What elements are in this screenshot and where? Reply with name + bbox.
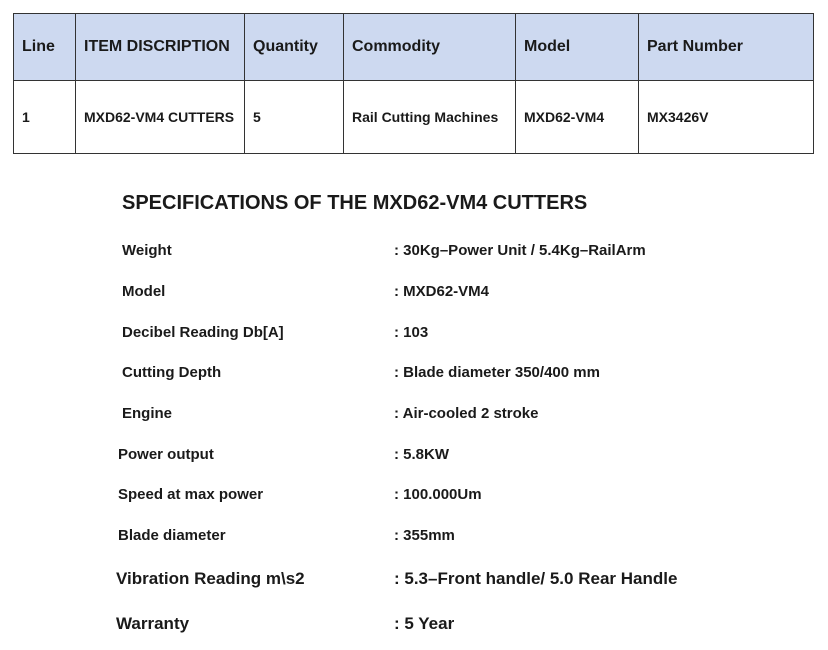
- table-row: [14, 81, 814, 154]
- cell-line: 1: [14, 81, 76, 154]
- header-item-description: ITEM DISCRIPTION: [76, 14, 245, 81]
- spec-label: Engine: [122, 405, 173, 422]
- cell-part-number: MX3426V: [639, 81, 814, 154]
- spec-label: Speed at max power: [118, 486, 264, 503]
- item-table: [13, 13, 814, 154]
- spec-value: : 5.3–Front handle/ 5.0 Rear Handle: [394, 569, 678, 588]
- spec-value: : Air-cooled 2 stroke: [394, 405, 539, 422]
- cell-quantity: 5: [245, 81, 344, 154]
- item-table-container: [13, 13, 813, 154]
- spec-label: Decibel Reading Db[A]: [122, 324, 284, 341]
- header-model: Model: [516, 14, 639, 81]
- spec-value: : 100.000Um: [394, 486, 482, 503]
- spec-label: Warranty: [116, 614, 190, 633]
- header-part-number: Part Number: [639, 14, 814, 81]
- specifications-title: SPECIFICATIONS OF THE MXD62-VM4 CUTTERS: [122, 192, 588, 214]
- cell-description: MXD62-VM4 CUTTERS: [76, 81, 245, 154]
- header-commodity: Commodity: [344, 14, 516, 81]
- spec-label: Power output: [118, 446, 214, 463]
- spec-value: : 5.8KW: [394, 446, 450, 463]
- header-line: Line: [14, 14, 76, 81]
- spec-label: Vibration Reading m\s2: [116, 569, 305, 588]
- spec-label: Model: [122, 283, 166, 300]
- spec-label: Weight: [122, 242, 172, 259]
- spec-value: : 5 Year: [394, 614, 455, 633]
- header-quantity: Quantity: [245, 14, 344, 81]
- spec-value: : 103: [394, 324, 429, 341]
- spec-value: : MXD62-VM4: [394, 283, 490, 300]
- table-header-row: [14, 14, 814, 81]
- spec-value: : Blade diameter 350/400 mm: [394, 364, 600, 381]
- cell-commodity: Rail Cutting Machines: [344, 81, 516, 154]
- spec-label: Cutting Depth: [122, 364, 222, 381]
- spec-label: Blade diameter: [118, 527, 226, 544]
- spec-value: : 30Kg–Power Unit / 5.4Kg–RailArm: [394, 242, 646, 259]
- spec-value: : 355mm: [394, 527, 455, 544]
- cell-model: MXD62-VM4: [516, 81, 639, 154]
